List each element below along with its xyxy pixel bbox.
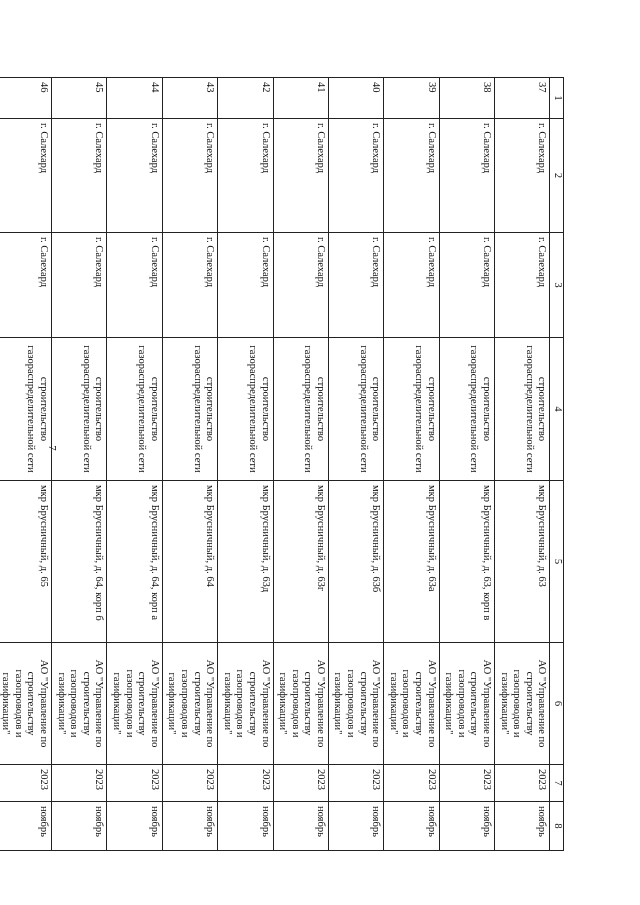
work-type-cell: строительство газораспределительной сети [107, 338, 162, 481]
row-number: 39 [384, 78, 439, 119]
settlement-cell: г. Салехард [273, 233, 328, 338]
organization-cell: АО "Управление по строительству газопроводов и газификации" [328, 643, 383, 765]
address-cell: мкр Брусничный, д. 65 [0, 481, 52, 643]
month-cell: ноябрь [52, 802, 107, 851]
work-type-cell: строительство газораспределительной сети [495, 338, 550, 481]
settlement-cell: г. Салехард [439, 233, 494, 338]
header-row [550, 78, 564, 851]
year-cell: 2023 [384, 765, 439, 802]
row-number: 45 [52, 78, 107, 119]
address-cell: мкр Брусничный, д. 63г [273, 481, 328, 643]
column-header: 3 [550, 233, 564, 338]
city-cell: г. Салехард [328, 119, 383, 233]
month-cell: ноябрь [384, 802, 439, 851]
work-type-cell: строительство газораспределительной сети [439, 338, 494, 481]
work-type-cell: строительство газораспределительной сети [0, 338, 52, 481]
organization-cell: АО "Управление по строительству газопроводов и газификации" [495, 643, 550, 765]
year-cell: 2023 [0, 765, 52, 802]
gas-network-table [0, 77, 564, 851]
settlement-cell: г. Салехард [0, 233, 52, 338]
settlement-cell: г. Салехард [52, 233, 107, 338]
rotated-table-container [0, 77, 564, 850]
year-cell: 2023 [328, 765, 383, 802]
month-cell: ноябрь [273, 802, 328, 851]
row-number: 44 [107, 78, 162, 119]
address-cell: мкр Брусничный, д. 64 [162, 481, 217, 643]
table-row [107, 78, 162, 851]
work-type-cell: строительство газораспределительной сети [218, 338, 273, 481]
address-cell: мкр Брусничный, д. 63а [384, 481, 439, 643]
organization-cell: АО "Управление по строительству газопроводов и газификации" [162, 643, 217, 765]
table-body [0, 78, 550, 851]
table-row [273, 78, 328, 851]
column-header: 1 [550, 78, 564, 119]
year-cell: 2023 [218, 765, 273, 802]
table-row [439, 78, 494, 851]
organization-cell: АО "Управление по строительству газопроводов и газификации" [439, 643, 494, 765]
column-header: 5 [550, 481, 564, 643]
table-row [52, 78, 107, 851]
table-row [218, 78, 273, 851]
year-cell: 2023 [162, 765, 217, 802]
address-cell: мкр Брусничный, д. 64, корп а [107, 481, 162, 643]
address-cell: мкр Брусничный, д. 63 [495, 481, 550, 643]
work-type-cell: строительство газораспределительной сети [273, 338, 328, 481]
table-row [162, 78, 217, 851]
month-cell: ноябрь [107, 802, 162, 851]
row-number: 43 [162, 78, 217, 119]
work-type-cell: строительство газораспределительной сети [384, 338, 439, 481]
city-cell: г. Салехард [52, 119, 107, 233]
year-cell: 2023 [273, 765, 328, 802]
settlement-cell: г. Салехард [218, 233, 273, 338]
city-cell: г. Салехард [0, 119, 52, 233]
column-header: 8 [550, 802, 564, 851]
city-cell: г. Салехард [107, 119, 162, 233]
address-cell: мкр Брусничный, д. 63б [328, 481, 383, 643]
page-number: 7 [46, 445, 58, 451]
organization-cell: АО "Управление по строительству газопроводов и газификации" [384, 643, 439, 765]
settlement-cell: г. Салехард [384, 233, 439, 338]
column-header: 4 [550, 338, 564, 481]
settlement-cell: г. Салехард [328, 233, 383, 338]
organization-cell: АО "Управление по строительству газопроводов и газификации" [218, 643, 273, 765]
year-cell: 2023 [52, 765, 107, 802]
city-cell: г. Салехард [273, 119, 328, 233]
month-cell: ноябрь [328, 802, 383, 851]
address-cell: мкр Брусничный, д. 63, корп в [439, 481, 494, 643]
table-row [328, 78, 383, 851]
year-cell: 2023 [107, 765, 162, 802]
column-header: 2 [550, 119, 564, 233]
table-row [0, 78, 52, 851]
row-number: 41 [273, 78, 328, 119]
settlement-cell: г. Салехард [495, 233, 550, 338]
work-type-cell: строительство газораспределительной сети [52, 338, 107, 481]
organization-cell: АО "Управление по строительству газопроводов и газификации" [0, 643, 52, 765]
month-cell: ноябрь [495, 802, 550, 851]
column-header: 6 [550, 643, 564, 765]
table-row [384, 78, 439, 851]
column-header: 7 [550, 765, 564, 802]
row-number: 38 [439, 78, 494, 119]
city-cell: г. Салехард [495, 119, 550, 233]
month-cell: ноябрь [0, 802, 52, 851]
address-cell: мкр Брусничный, д. 64, корп б [52, 481, 107, 643]
city-cell: г. Салехард [384, 119, 439, 233]
month-cell: ноябрь [162, 802, 217, 851]
year-cell: 2023 [495, 765, 550, 802]
organization-cell: АО "Управление по строительству газопроводов и газификации" [273, 643, 328, 765]
organization-cell: АО "Управление по строительству газопроводов и газификации" [52, 643, 107, 765]
table-wrapper [0, 77, 564, 850]
row-number: 46 [0, 78, 52, 119]
work-type-cell: строительство газораспределительной сети [162, 338, 217, 481]
row-number: 40 [328, 78, 383, 119]
organization-cell: АО "Управление по строительству газопроводов и газификации" [107, 643, 162, 765]
table-row [495, 78, 550, 851]
settlement-cell: г. Салехард [162, 233, 217, 338]
work-type-cell: строительство газораспределительной сети [328, 338, 383, 481]
month-cell: ноябрь [218, 802, 273, 851]
row-number: 37 [495, 78, 550, 119]
city-cell: г. Салехард [218, 119, 273, 233]
month-cell: ноябрь [439, 802, 494, 851]
row-number: 42 [218, 78, 273, 119]
settlement-cell: г. Салехард [107, 233, 162, 338]
year-cell: 2023 [439, 765, 494, 802]
city-cell: г. Салехард [439, 119, 494, 233]
city-cell: г. Салехард [162, 119, 217, 233]
address-cell: мкр Брусничный, д. 63д [218, 481, 273, 643]
